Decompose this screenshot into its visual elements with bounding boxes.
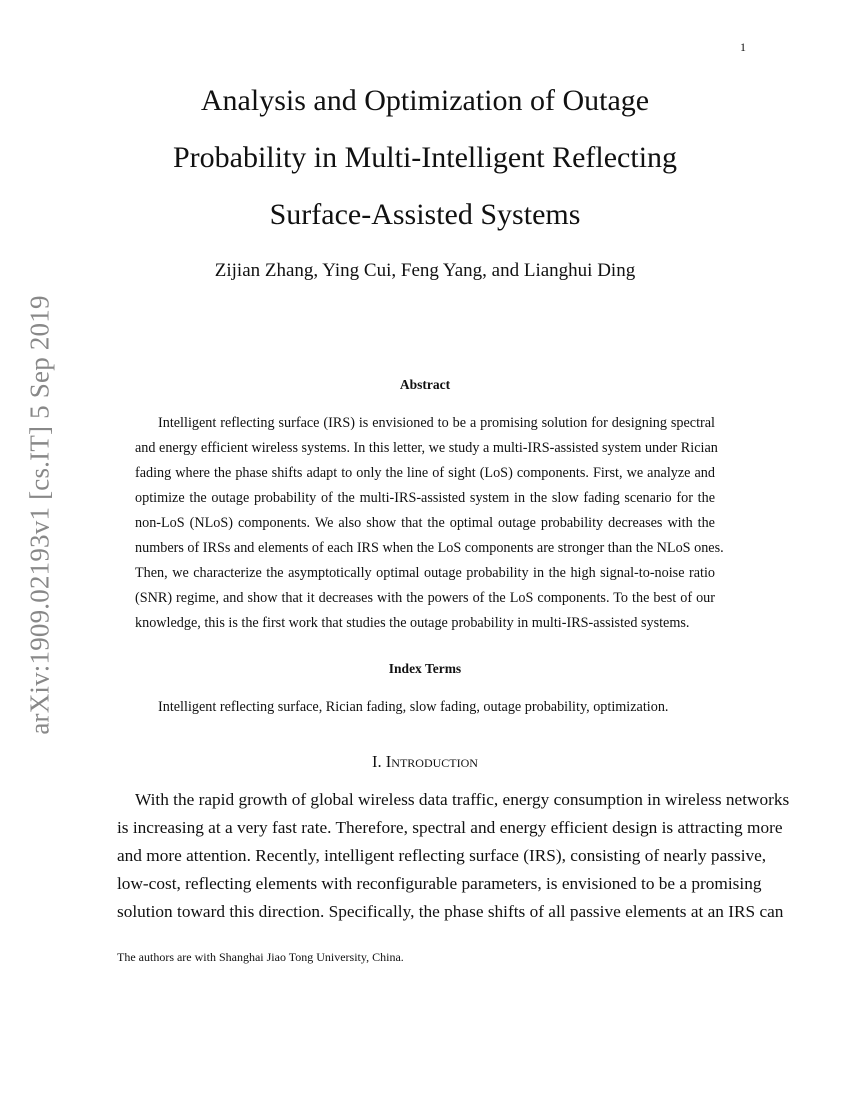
arxiv-stamp: arXiv:1909.02193v1 [cs.IT] 5 Sep 2019: [24, 295, 55, 735]
body-line: solution toward this direction. Specifically, the phase shifts of all passive elements at an IRS can: [117, 902, 784, 921]
page-number: 1: [740, 40, 746, 54]
authors: Zijian Zhang, Ying Cui, Feng Yang, and Lianghui Ding: [214, 260, 636, 281]
section-number: I.: [372, 752, 382, 771]
body-line: With the rapid growth of global wireless data traffic, energy consumption in wireless networks: [135, 790, 790, 809]
abstract-heading: Abstract: [399, 377, 451, 392]
body-line: and more attention. Recently, intelligent reflecting surface (IRS), consisting of nearly passive,: [117, 846, 767, 865]
body-line: is increasing at a very fast rate. Therefore, spectral and energy efficient design is attracting more: [117, 818, 783, 837]
abstract-line: and energy efficient wireless systems. In this letter, we study a multi-IRS-assisted system under Rician: [135, 440, 718, 456]
footnote: The authors are with Shanghai Jiao Tong University, China.: [117, 950, 404, 964]
abstract-line: Then, we characterize the asymptotically optimal outage probability in the high signal-to-noise ratio: [135, 565, 715, 581]
abstract-line: numbers of IRSs and elements of each IRS when the LoS components are stronger than the NLoS ones.: [135, 540, 724, 556]
index-terms-text: Intelligent reflecting surface, Rician fading, slow fading, outage probability, optimization.: [158, 699, 669, 715]
abstract-line: non-LoS (NLoS) components. We also show that the optimal outage probability decreases with the: [135, 515, 715, 531]
abstract-line: (SNR) regime, and show that it decreases with the powers of the LoS components. To the best of our: [135, 590, 715, 606]
abstract-line: Intelligent reflecting surface (IRS) is envisioned to be a promising solution for designing spectral: [158, 415, 715, 431]
introduction-heading: [100, 752, 750, 772]
section-title: Introduction: [385, 752, 478, 771]
abstract-line: optimize the outage probability of the multi-IRS-assisted system in the slow fading scenario for the: [135, 490, 715, 506]
abstract-line: fading where the phase shifts adapt to only the line of sight (LoS) components. First, we analyze and: [135, 465, 715, 481]
title-line-1: Analysis and Optimization of Outage: [200, 84, 650, 117]
index-terms-heading: Index Terms: [388, 661, 462, 676]
title-line-2: Probability in Multi-Intelligent Reflecting: [172, 141, 678, 174]
abstract-line: knowledge, this is the first work that studies the outage probability in multi-IRS-assisted systems.: [135, 615, 690, 631]
title-line-3: Surface-Assisted Systems: [269, 198, 581, 231]
body-line: low-cost, reflecting elements with reconfigurable parameters, is envisioned to be a promising: [117, 874, 762, 893]
